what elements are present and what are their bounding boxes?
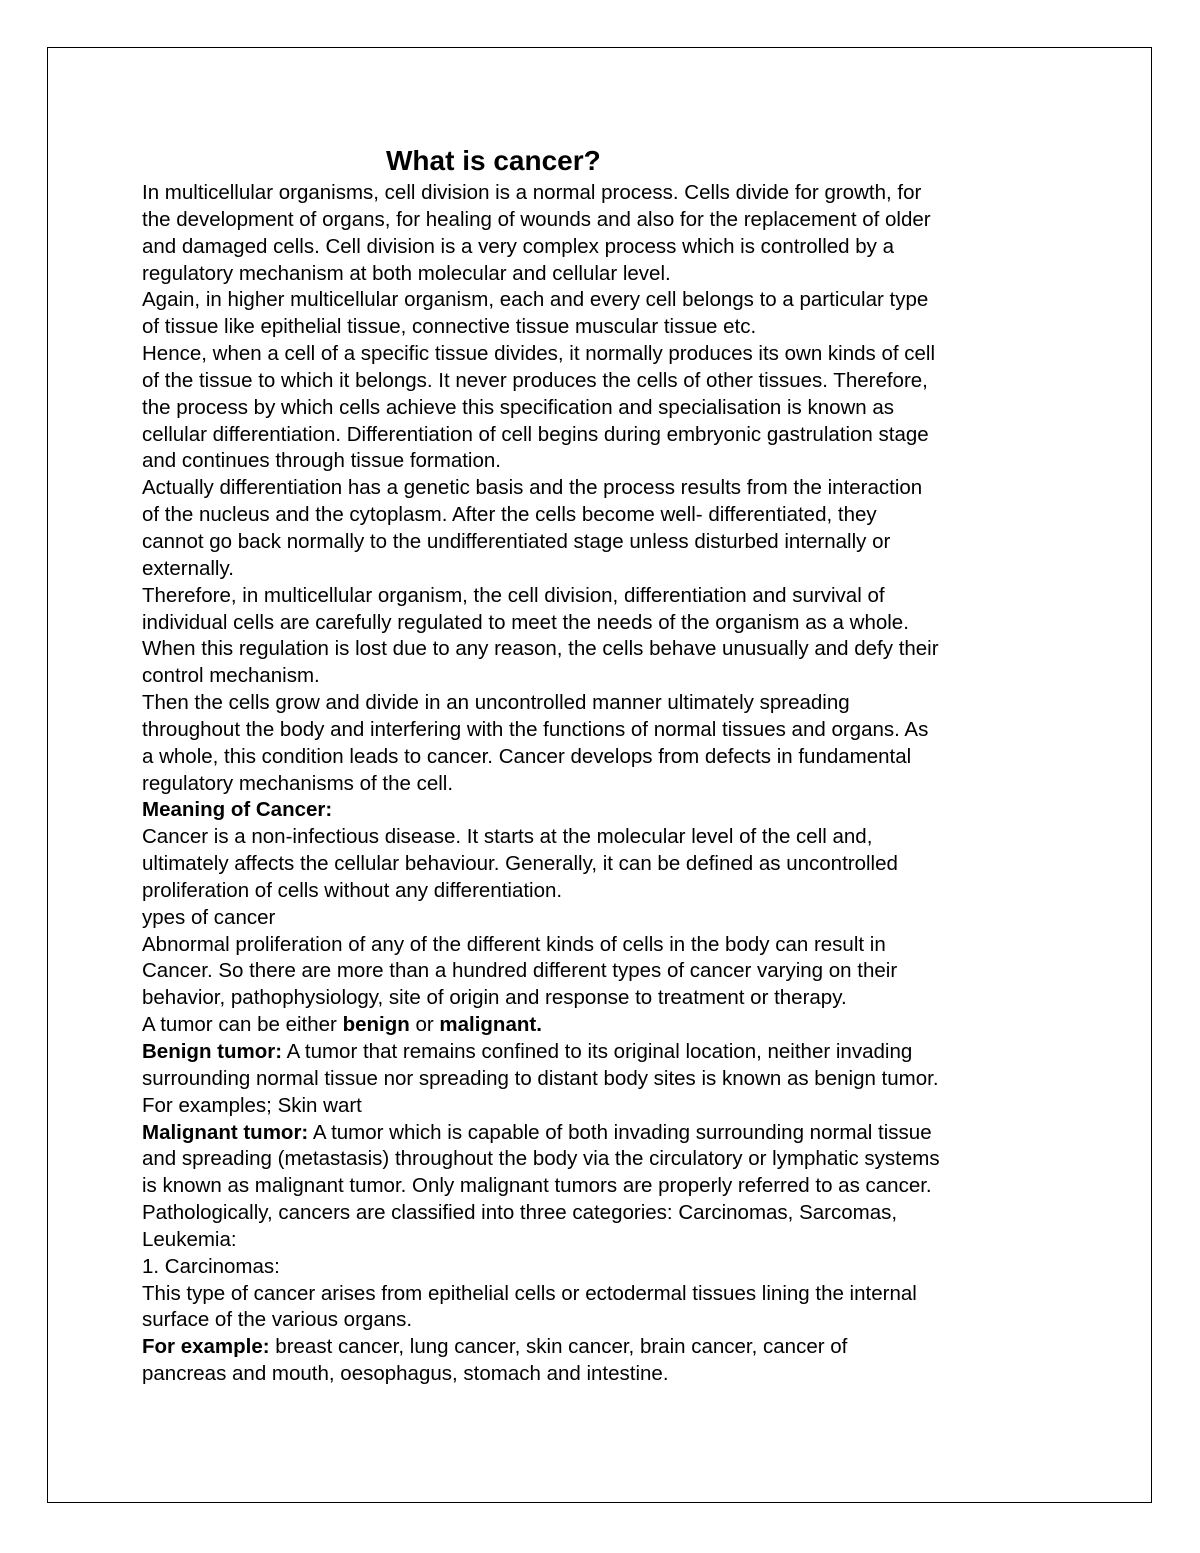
text-line: Cancer. So there are more than a hundred different types of cancer varying on their (142, 959, 898, 983)
text-line: and spreading (metastasis) throughout the body via the circulatory or lymphatic systems (142, 1147, 940, 1171)
text-line: the development of organs, for healing of wounds and also for the replacement of older (142, 207, 931, 231)
text-line: regulatory mechanism at both molecular and cellular level. (142, 261, 671, 285)
text-line: externally. (142, 556, 234, 580)
text-line: Hence, when a cell of a specific tissue divides, it normally produces its own kinds of cell (142, 342, 936, 366)
text-line: proliferation of cells without any differentiation. (142, 878, 563, 902)
text-line: Abnormal proliferation of any of the different kinds of cells in the body can result in (142, 932, 886, 956)
text-line: the process by which cells achieve this specification and specialisation is known as (142, 395, 895, 419)
text-line: is known as malignant tumor. Only malignant tumors are properly referred to as cancer. (142, 1174, 932, 1198)
benign-term: benign (342, 1013, 410, 1037)
malignant-text: A tumor which is capable of both invading surrounding normal tissue (308, 1120, 932, 1144)
text-line: 1. Carcinomas: (142, 1254, 280, 1278)
text-line: a whole, this condition leads to cancer. Cancer develops from defects in fundamental (142, 744, 912, 768)
text-line: ultimately affects the cellular behaviour. Generally, it can be defined as uncontrolled (142, 852, 898, 876)
tumor-line-or: or (409, 1013, 440, 1037)
tumor-types-line (142, 1012, 1077, 1039)
text-line: Cancer is a non-infectious disease. It starts at the molecular level of the cell and, (142, 825, 873, 849)
text-line: behavior, pathophysiology, site of origin and response to treatment or therapy. (142, 986, 847, 1010)
text-line: and damaged cells. Cell division is a very complex process which is controlled by a (142, 234, 895, 258)
text-line: pancreas and mouth, oesophagus, stomach and intestine. (142, 1362, 669, 1386)
example-line (142, 1334, 1077, 1361)
text-line: This type of cancer arises from epithelial cells or ectodermal tissues lining the internal (142, 1281, 917, 1305)
malignant-label: Malignant tumor: (142, 1120, 309, 1144)
intro-section (142, 180, 1077, 797)
text-line: surrounding normal tissue nor spreading to distant body sites is known as benign tumor. (142, 1066, 939, 1090)
text-line: of the tissue to which it belongs. It never produces the cells of other tissues. Therefore, (142, 368, 928, 392)
meaning-heading: Meaning of Cancer: (142, 798, 333, 822)
text-line: individual cells are carefully regulated to meet the needs of the organism as a whole. (142, 610, 909, 634)
text-line: ypes of cancer (142, 905, 276, 929)
text-line: and continues through tissue formation. (142, 449, 501, 473)
benign-definition (142, 1039, 1077, 1066)
text-line: surface of the various organs. (142, 1308, 413, 1332)
text-line: Therefore, in multicellular organism, the cell division, differentiation and survival of (142, 583, 885, 607)
text-line: When this regulation is lost due to any reason, the cells behave unusually and defy their (142, 637, 939, 661)
benign-section (142, 1039, 1077, 1120)
example-section (142, 1334, 1077, 1388)
document-body (142, 142, 1077, 1388)
text-line: cellular differentiation. Differentiation of cell begins during embryonic gastrulation stage (142, 422, 929, 446)
text-line: control mechanism. (142, 664, 320, 688)
text-line: of the nucleus and the cytoplasm. After the cells become well- differentiated, they (142, 503, 877, 527)
benign-text: A tumor that remains confined to its original location, neither invading (282, 1040, 913, 1063)
example-text: breast cancer, lung cancer, skin cancer, brain cancer, cancer of (269, 1335, 848, 1359)
example-label: For example: (142, 1335, 270, 1359)
text-line: Leukemia: (142, 1227, 237, 1251)
tumor-line-prefix: A tumor can be either (142, 1013, 343, 1037)
text-line: Again, in higher multicellular organism, each and every cell belongs to a particular type (142, 288, 929, 312)
text-line: Pathologically, cancers are classified into three categories: Carcinomas, Sarcomas, (142, 1201, 898, 1225)
text-line: throughout the body and interfering with the functions of normal tissues and organs. As (142, 717, 929, 741)
malignant-term: malignant. (439, 1013, 542, 1037)
text-line: In multicellular organisms, cell division is a normal process. Cells divide for growth, for (142, 181, 922, 204)
malignant-definition (142, 1120, 1077, 1147)
text-line: of tissue like epithelial tissue, connective tissue muscular tissue etc. (142, 315, 757, 339)
text-line: Actually differentiation has a genetic basis and the process results from the interaction (142, 476, 923, 500)
text-line: For examples; Skin wart (142, 1093, 362, 1117)
page-title: What is cancer? (386, 145, 601, 176)
text-line: Then the cells grow and divide in an uncontrolled manner ultimately spreading (142, 691, 850, 715)
text-line: regulatory mechanisms of the cell. (142, 771, 454, 795)
text-line: cannot go back normally to the undifferentiated stage unless disturbed internally or (142, 529, 891, 553)
benign-label: Benign tumor: (142, 1040, 283, 1063)
malignant-section (142, 1120, 1077, 1335)
meaning-section (142, 824, 1077, 1012)
